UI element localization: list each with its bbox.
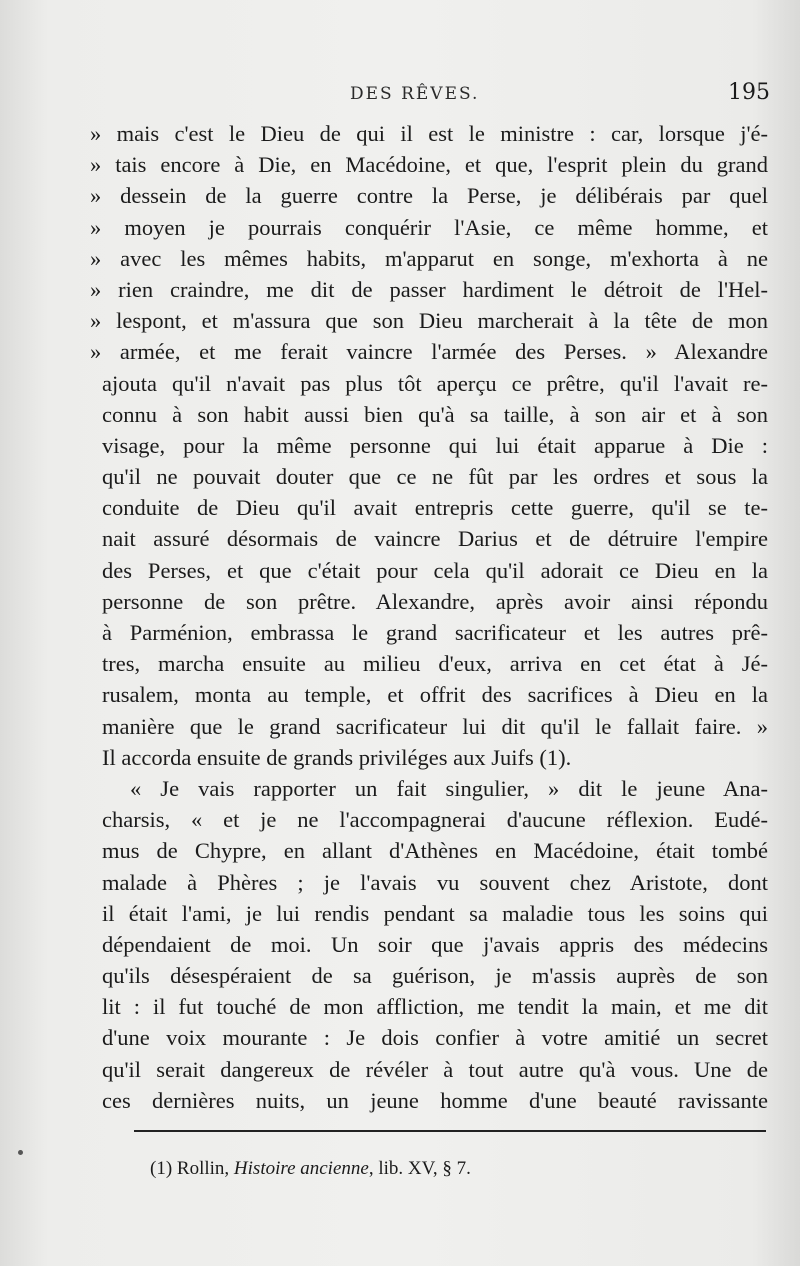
text-line: visage, pour la même personne qui lui était apparue à Die :: [102, 432, 768, 458]
text-line: conduite de Dieu qu'il avait entrepris cette guerre, qu'il se te-: [102, 495, 768, 521]
page-header: [110, 80, 770, 110]
text-line: charsis, « et je ne l'accompagnerai d'aucune réflexion. Eudé-: [102, 807, 768, 833]
text-line: des Perses, et que c'était pour cela qu'il adorait ce Dieu en la: [102, 557, 768, 583]
footnote-title: Histoire ancienne: [233, 1158, 369, 1179]
footnote: [150, 1158, 471, 1180]
text-line: Il accorda ensuite de grands priviléges aux Juifs (1).: [102, 744, 572, 770]
text-line: qu'il serait dangereux de révéler à tout autre qu'à vous. Une de: [102, 1056, 768, 1082]
text-line: » dessein de la guerre contre la Perse, je délibérais par quel: [90, 183, 768, 209]
footnote-prefix: (1) Rollin,: [150, 1158, 234, 1179]
text-line: » rien craindre, me dit de passer hardiment le détroit de l'Hel-: [90, 276, 768, 302]
text-line: il était l'ami, je lui rendis pendant sa maladie tous les soins qui: [102, 900, 768, 926]
text-line: rusalem, monta au temple, et offrit des sacrifices à Dieu en la: [102, 682, 768, 708]
text-line: « Je vais rapporter un fait singulier, » dit le jeune Ana-: [130, 775, 768, 801]
text-line: tres, marcha ensuite au milieu d'eux, arriva en cet état à Jé-: [102, 651, 768, 677]
text-line: » avec les mêmes habits, m'apparut en songe, m'exhorta à ne: [90, 245, 768, 271]
text-line: qu'ils désespéraient de sa guérison, je m'assis auprès de son: [102, 963, 768, 989]
text-line: d'une voix mourante : Je dois confier à votre amitié un secret: [102, 1025, 768, 1051]
text-line: à Parménion, embrassa le grand sacrificateur et les autres prê-: [102, 620, 768, 645]
text-line: » tais encore à Die, en Macédoine, et que, l'esprit plein du grand: [90, 152, 768, 178]
text-line: » mais c'est le Dieu de qui il est le ministre : car, lorsque j'é-: [90, 121, 768, 146]
footnote-rule: [134, 1130, 766, 1132]
text-line: personne de son prêtre. Alexandre, après avoir ainsi répondu: [102, 588, 768, 614]
footnote-suffix: , lib. XV, § 7.: [368, 1158, 471, 1179]
body-text: [88, 118, 768, 1116]
text-line: manière que le grand sacrificateur lui dit qu'il le fallait faire. »: [102, 713, 768, 739]
ink-speck: [18, 1150, 23, 1155]
text-line: ajouta qu'il n'avait pas plus tôt aperçu ce prêtre, qu'il l'avait re-: [102, 370, 768, 396]
text-line: » lespont, et m'assura que son Dieu marcherait à la tête de mon: [90, 308, 768, 334]
text-line: » moyen je pourrais conquérir l'Asie, ce même homme, et: [90, 214, 768, 240]
page-number: 195: [728, 80, 770, 105]
text-line: malade à Phères ; je l'avais vu souvent chez Aristote, dont: [102, 869, 768, 895]
text-line: mus de Chypre, en allant d'Athènes en Macédoine, était tombé: [102, 838, 768, 864]
text-line: connu à son habit aussi bien qu'à sa taille, à son air et à son: [102, 401, 768, 427]
text-line: » armée, et me ferait vaincre l'armée des Perses. » Alexandre: [90, 339, 768, 365]
text-line: nait assuré désormais de vaincre Darius et de détruire l'empire: [102, 526, 768, 552]
text-line: qu'il ne pouvait douter que ce ne fût par les ordres et sous la: [102, 464, 768, 490]
text-line: ces dernières nuits, un jeune homme d'une beauté ravissante: [102, 1087, 768, 1113]
running-head: DES RÊVES.: [350, 84, 480, 104]
text-line: lit : il fut touché de mon affliction, me tendit la main, et me dit: [102, 994, 768, 1020]
text-line: dépendaient de moi. Un soir que j'avais appris des médecins: [102, 931, 768, 957]
